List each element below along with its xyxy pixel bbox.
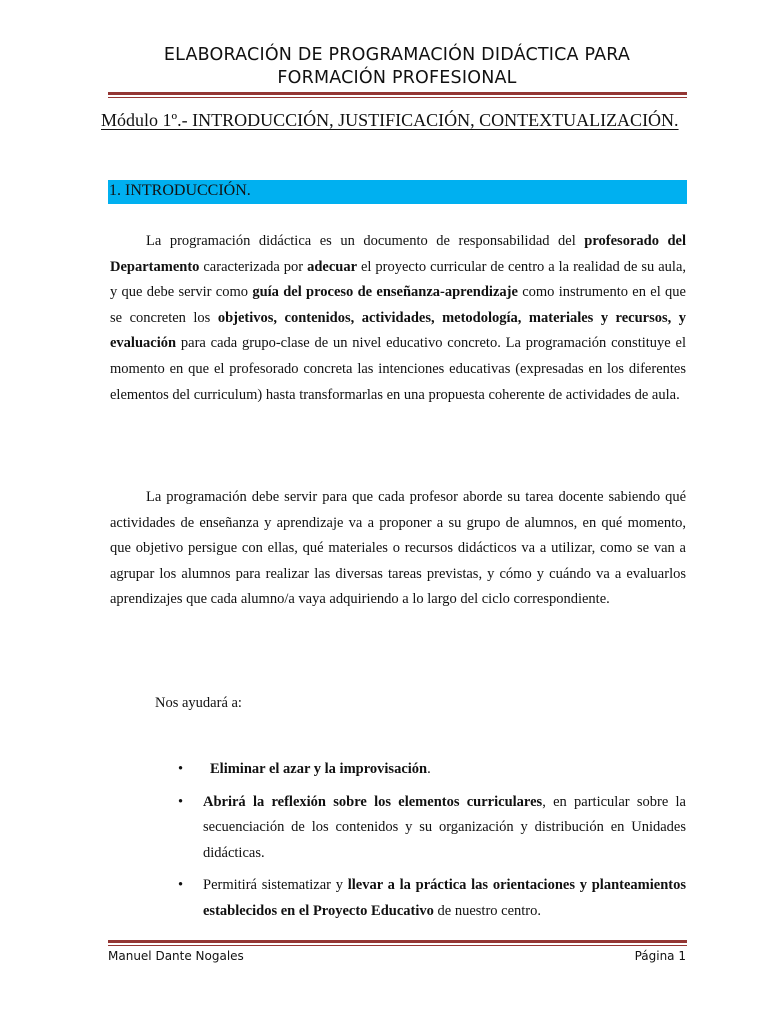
- paragraph-text: caracterizada por: [199, 258, 308, 275]
- paragraph-text: como instrumento en el que se concreten los: [110, 284, 686, 326]
- header-rule-thick: [108, 92, 687, 95]
- bullet-text: de nuestro centro.: [433, 902, 542, 919]
- paragraph-text: La programación didáctica es un documento de responsabilidad del: [146, 233, 585, 249]
- header-rule-thin: [108, 97, 687, 98]
- bullet-list: [110, 757, 686, 932]
- paragraph-bold-text: guía del proceso de enseñanza-aprendizaje: [252, 284, 518, 301]
- footer-author: Manuel Dante Nogales: [108, 949, 244, 963]
- section-title: 1. INTRODUCCIÓN.: [109, 182, 251, 199]
- paragraph-text: el proyecto curricular de centro a la realidad de su aula, y que debe servir como: [110, 258, 687, 301]
- paragraph-bold-text: adecuar: [307, 258, 358, 275]
- section-heading-bar: [108, 180, 687, 204]
- paragraph-purpose: La programación debe servir para que cada profesor aborde su tarea docente sabiendo qué actividades de enseñanza y aprendizaje va a proponer a su grupo de alumnos, en qué momento, que objetivo persigue con ellas, qué materiales o recursos didácticos va a utilizar, como se van a agrupar los alumnos para realizar las diversas tareas previstas, y cómo y cuándo va a evaluarlos aprendizajes que cada alumno/a vaya adquiriendo a lo largo del ciclo correspondiente.: [110, 489, 686, 608]
- bullet-text: Permitirá sistematizar y: [203, 877, 348, 894]
- bullet-marker: •: [178, 877, 184, 894]
- document-header: [108, 44, 686, 90]
- paragraph-introduction: [110, 229, 686, 408]
- footer-page-number: Página 1: [634, 949, 686, 963]
- list-item: [110, 757, 686, 783]
- footer-rule-thick: [108, 940, 687, 943]
- header-title-line-1: ELABORACIÓN DE PROGRAMACIÓN DIDÁCTICA PARA: [163, 45, 631, 65]
- bullet-bold-text: Abrirá la reflexión sobre los elementos curriculares: [203, 793, 543, 810]
- bullet-marker: •: [178, 761, 184, 777]
- paragraph-text: para cada grupo-clase de un nivel educativo concreto. La programación constituye el momento en que el profesorado concreta las intenciones educativas (expresadas en los diferentes elementos del curriculum) hasta transformarlas en una propuesta coherente de actividades de aula.: [110, 335, 686, 403]
- module-title: Módulo 1º.- INTRODUCCIÓN, JUSTIFICACIÓN, CONTEXTUALIZACIÓN.: [101, 110, 679, 130]
- bullet-bold-text: llevar a la práctica las orientaciones y planteamientos establecidos en el Proyecto Educativo: [203, 877, 686, 919]
- bullet-marker: •: [178, 793, 184, 810]
- bullet-bold-text: Eliminar el azar y la improvisación: [210, 761, 428, 777]
- header-title-line-2: FORMACIÓN PROFESIONAL: [277, 68, 517, 88]
- lead-in-text: Nos ayudará a:: [155, 695, 242, 711]
- paragraph-bold-text: profesorado del Departamento: [110, 233, 686, 275]
- bullet-text: , en particular sobre la secuenciación de los contenidos y su organización y distribución en Unidades didácticas.: [203, 793, 686, 861]
- footer-rule-thin: [108, 945, 687, 946]
- paragraph-bold-text: objetivos, contenidos, actividades, metodología, materiales y recursos, y evaluación: [110, 309, 686, 352]
- list-item: [110, 873, 686, 924]
- bullet-text: .: [427, 761, 431, 777]
- list-item: [110, 790, 686, 867]
